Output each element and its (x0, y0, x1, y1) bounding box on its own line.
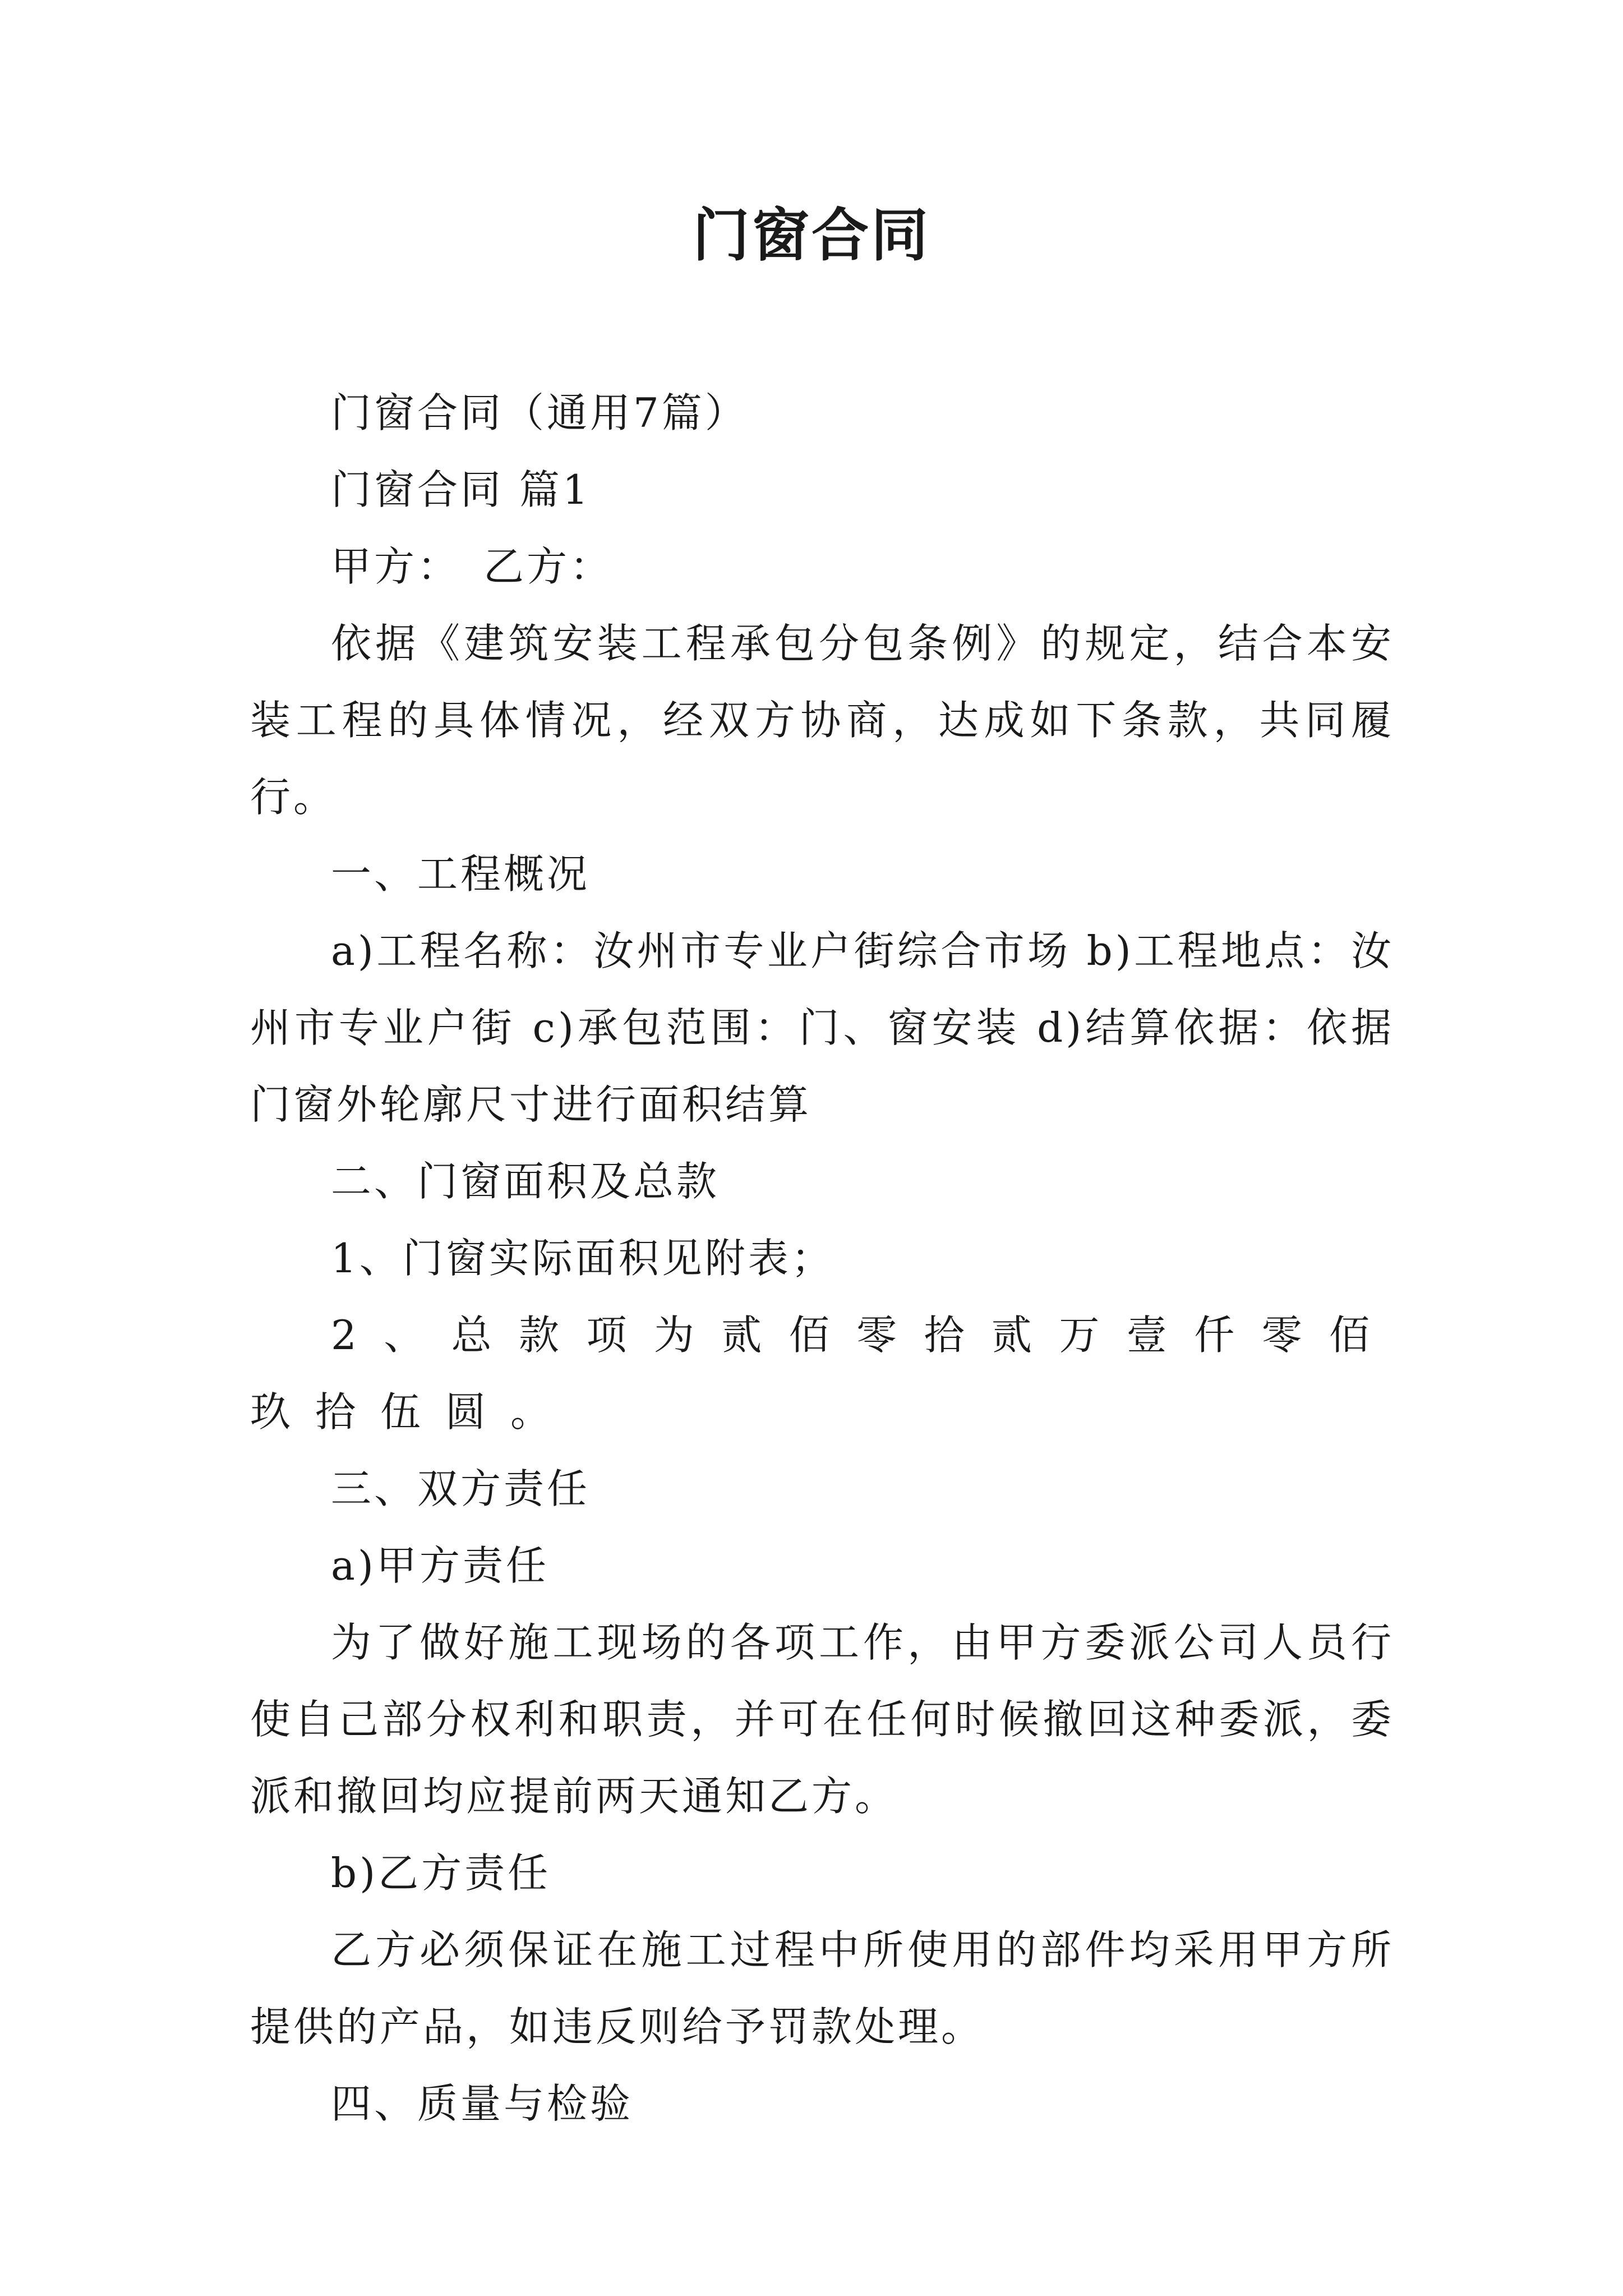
paragraph: 为了做好施工现场的各项工作，由甲方委派公司人员行使自己部分权利和职责，并可在任何时候撤回这种委派，委派和撤回均应提前两天通知乙方。 (250, 1619, 1394, 1820)
clause-heading: 三、双方责任 (331, 1465, 591, 1512)
paragraph: 依据《建筑安装工程承包分包条例》的规定，结合本安装工程的具体情况，经双方协商，达成如下条款，共同履行。 (250, 620, 1394, 821)
sub-heading: b)乙方责任 (331, 1849, 551, 1897)
clause-heading: 四、质量与检验 (331, 2080, 634, 2127)
document-title: 门窗合同 (693, 202, 930, 269)
paragraph: 2、总款项为贰佰零拾贰万壹仟零佰玖拾伍圆。 (250, 1312, 1394, 1435)
paragraph: 1、门窗实际面积见附表； (331, 1235, 834, 1282)
paragraph: a)工程名称：汝州市专业户街综合市场 b)工程地点：汝州市专业户街 c)承包范围：门、窗安装 d)结算依据：依据门窗外轮廓尺寸进行面积结算 (250, 927, 1394, 1128)
section-heading: 门窗合同 篇1 (331, 466, 591, 513)
sub-heading: a)甲方责任 (331, 1542, 550, 1589)
subtitle-line: 门窗合同（通用7篇） (331, 389, 748, 436)
clause-heading: 一、工程概况 (331, 850, 591, 898)
document-body (250, 375, 1394, 2142)
clause-heading: 二、门窗面积及总款 (331, 1158, 720, 1205)
paragraph: 乙方必须保证在施工过程中所使用的部件均采用甲方所提供的产品，如违反则给予罚款处理。 (250, 1926, 1394, 2050)
parties-line: 甲方： 乙方： (331, 543, 614, 590)
